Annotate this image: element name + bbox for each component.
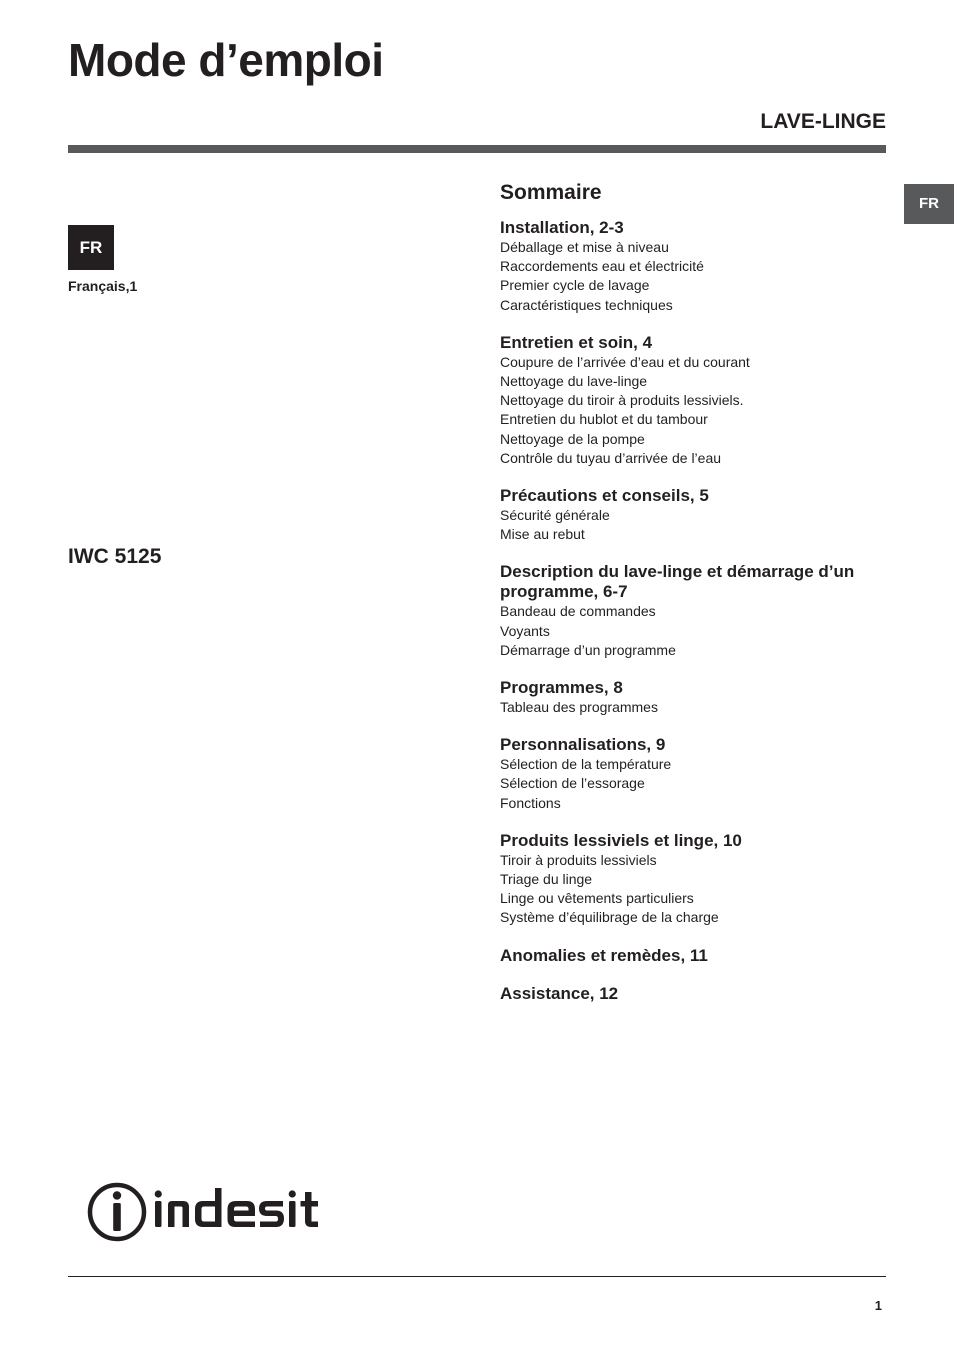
header-divider	[68, 145, 886, 153]
toc-item: Démarrage d’un programme	[500, 641, 676, 658]
toc-item: Nettoyage du tiroir à produits lessiviels.	[500, 392, 744, 409]
toc-section	[500, 831, 890, 928]
model-number: IWC 5125	[68, 545, 162, 568]
toc-item: Bandeau de commandes	[500, 603, 656, 620]
toc-item-list	[500, 755, 890, 813]
toc-section-title: Précautions et conseils, 5	[500, 486, 709, 506]
toc-item: Déballage et mise à niveau	[500, 239, 669, 255]
toc-item: Sélection de l’essorage	[500, 775, 645, 792]
toc-section-title: Entretien et soin, 4	[500, 332, 653, 352]
table-of-contents	[500, 180, 890, 1022]
language-side-tab: FR	[904, 184, 954, 224]
toc-item: Tableau des programmes	[500, 699, 658, 716]
toc-section	[500, 946, 890, 966]
toc-item-list	[500, 602, 890, 660]
toc-item: Sélection de la température	[500, 756, 672, 773]
toc-sections	[500, 218, 890, 1004]
toc-section	[500, 486, 890, 544]
indesit-logo	[85, 1180, 320, 1244]
toc-item: Caractéristiques techniques	[500, 296, 673, 313]
toc-section-title: Assistance, 12	[500, 983, 619, 1003]
toc-item: Tiroir à produits lessiviels	[500, 851, 657, 868]
toc-section	[500, 735, 890, 813]
brand-mark-icon	[90, 1185, 144, 1239]
toc-item: Premier cycle de lavage	[500, 277, 650, 294]
toc-section-title: Description du lave-linge et démarrage d’un programme, 6-7	[500, 562, 855, 602]
toc-item-list	[500, 353, 890, 468]
toc-section	[500, 678, 890, 717]
toc-item: Fonctions	[500, 794, 561, 811]
toc-section-title: Produits lessiviels et linge, 10	[500, 830, 742, 850]
toc-heading: Sommaire	[500, 181, 602, 204]
toc-item-list	[500, 698, 890, 717]
toc-section	[500, 562, 890, 660]
brand-wordmark	[155, 1188, 318, 1227]
toc-item: Contrôle du tuyau d’arrivée de l’eau	[500, 449, 722, 466]
language-badge: FR	[68, 225, 114, 270]
toc-section	[500, 333, 890, 468]
footer-divider	[68, 1276, 886, 1277]
toc-item-list	[500, 506, 890, 544]
toc-section-title: Installation, 2-3	[500, 218, 624, 237]
toc-item: Nettoyage du lave-linge	[500, 373, 648, 390]
toc-item: Mise au rebut	[500, 526, 585, 543]
toc-section	[500, 984, 890, 1004]
toc-section-title: Personnalisations, 9	[500, 735, 666, 755]
toc-item: Système d’équilibrage de la charge	[500, 909, 719, 926]
toc-section-title: Anomalies et remèdes, 11	[500, 945, 708, 965]
toc-item: Nettoyage de la pompe	[500, 430, 645, 447]
product-category: LAVE-LINGE	[760, 110, 886, 133]
toc-item: Linge ou vêtements particuliers	[500, 890, 694, 907]
toc-section	[500, 218, 890, 315]
toc-item: Voyants	[500, 622, 550, 639]
toc-item: Sécurité générale	[500, 507, 610, 524]
toc-item-list	[500, 851, 890, 928]
toc-item: Raccordements eau et électricité	[500, 258, 704, 275]
toc-item: Triage du linge	[500, 871, 593, 888]
toc-item: Coupure de l’arrivée d’eau et du courant	[500, 353, 750, 370]
page-number: 1	[874, 1298, 882, 1313]
language-label: Français,1	[68, 278, 138, 294]
toc-section-title: Programmes, 8	[500, 678, 623, 698]
toc-item: Entretien du hublot et du tambour	[500, 411, 708, 428]
toc-item-list	[500, 238, 890, 315]
page-title: Mode d’emploi	[68, 34, 384, 86]
